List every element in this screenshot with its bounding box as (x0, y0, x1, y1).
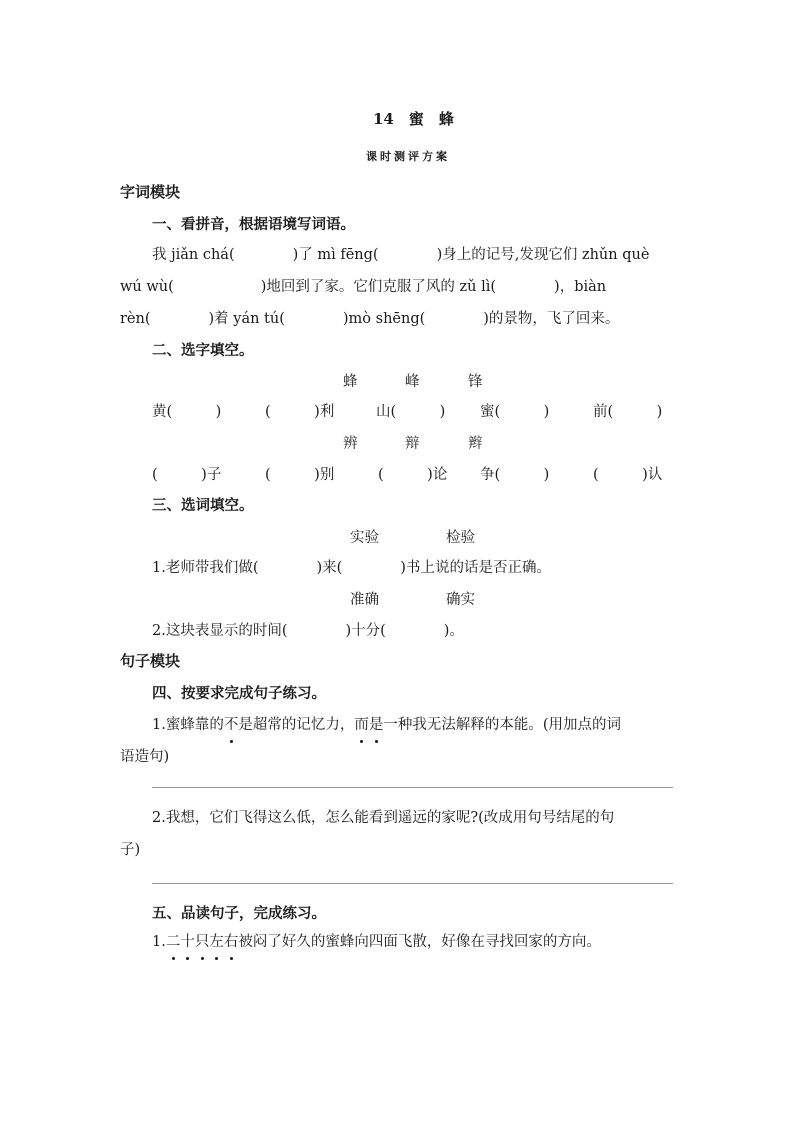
dotted-char: 只 (195, 930, 210, 951)
section1-line1: 我 jiǎn chá( )了 mì fēng( )身上的记号,发现它们 zhǔn què (152, 247, 650, 263)
choice-char: 蜂 (343, 374, 358, 390)
choice-word: 实验 (350, 530, 379, 546)
choice-word: 检验 (446, 530, 475, 546)
answer-line (152, 883, 673, 884)
section4-heading: 四、按要求完成句子练习。 (152, 686, 326, 702)
fill-blank-item: 山( ) (376, 404, 446, 420)
dotted-char: 左 (209, 930, 224, 951)
choice-word: 准确 (350, 592, 379, 608)
fill-blank-item: ( )利 (265, 404, 335, 420)
section4-question2: 2.我想，它们飞得这么低，怎么能看到遥远的家呢?(改成用句号结尾的句 (152, 810, 615, 826)
fill-blank-item: 黄( ) (152, 404, 222, 420)
section3-question1: 1.老师带我们做( )来( )书上说的话是否正确。 (152, 560, 551, 576)
section1-heading: 一、看拼音，根据语境写词语。 (152, 217, 355, 233)
choice-word: 确实 (446, 592, 475, 608)
module-sentences: 句子模块 (120, 652, 181, 670)
section4-question1 (152, 713, 621, 734)
section2-heading: 二、选字填空。 (152, 343, 254, 359)
choice-char: 辫 (468, 436, 483, 452)
fill-blank-item: ( )别 (265, 467, 335, 483)
dotted-char: 不 (224, 713, 239, 734)
dotted-char: 十 (180, 930, 195, 951)
section4-question2-line2: 子) (120, 842, 141, 858)
fill-blank-item: ( )子 (152, 467, 222, 483)
dotted-char: 是 (369, 713, 384, 734)
section3-question2: 2.这块表显示的时间( )十分( )。 (152, 623, 464, 639)
page-title: 14 蜜 蜂 (373, 110, 454, 128)
dotted-char: 二 (166, 930, 181, 951)
fill-blank-item: ( )论 (378, 467, 448, 483)
text-segment: 被闷了好久的蜜蜂向四面飞散，好像在寻找回家的方向。 (238, 934, 601, 950)
fill-blank-item: ( )认 (593, 467, 663, 483)
fill-blank-item: 蜜( ) (480, 404, 550, 420)
section4-question1-line2: 语造句) (120, 749, 170, 765)
section3-heading: 三、选词填空。 (152, 498, 254, 514)
fill-blank-item: 争( ) (480, 467, 550, 483)
text-segment: 1. (152, 934, 166, 950)
page-subtitle: 课时测评方案 (366, 150, 450, 163)
section5-heading: 五、品读句子，完成练习。 (152, 906, 326, 922)
text-segment: 是超常的记忆力， (238, 717, 355, 733)
choice-char: 峰 (405, 374, 420, 390)
section1-line2: wú wù( )地回到了家。它们克服了风的 zǔ lì( )，biàn (120, 279, 607, 295)
fill-blank-item: 前( ) (593, 404, 663, 420)
dotted-char: 而 (354, 713, 369, 734)
answer-line (152, 787, 673, 788)
choice-char: 辩 (405, 436, 420, 452)
text-segment: 1.蜜蜂靠的 (152, 717, 224, 733)
text-segment: 一种我无法解释的本能。(用加点的词 (383, 717, 621, 733)
section1-line3: rèn( )着 yán tú( )mò shēng( )的景物，飞了回来。 (120, 311, 620, 327)
module-words: 字词模块 (120, 183, 181, 201)
dotted-char: 右 (224, 930, 239, 951)
choice-char: 辨 (343, 436, 358, 452)
choice-char: 锋 (468, 374, 483, 390)
section5-question1 (152, 930, 601, 951)
